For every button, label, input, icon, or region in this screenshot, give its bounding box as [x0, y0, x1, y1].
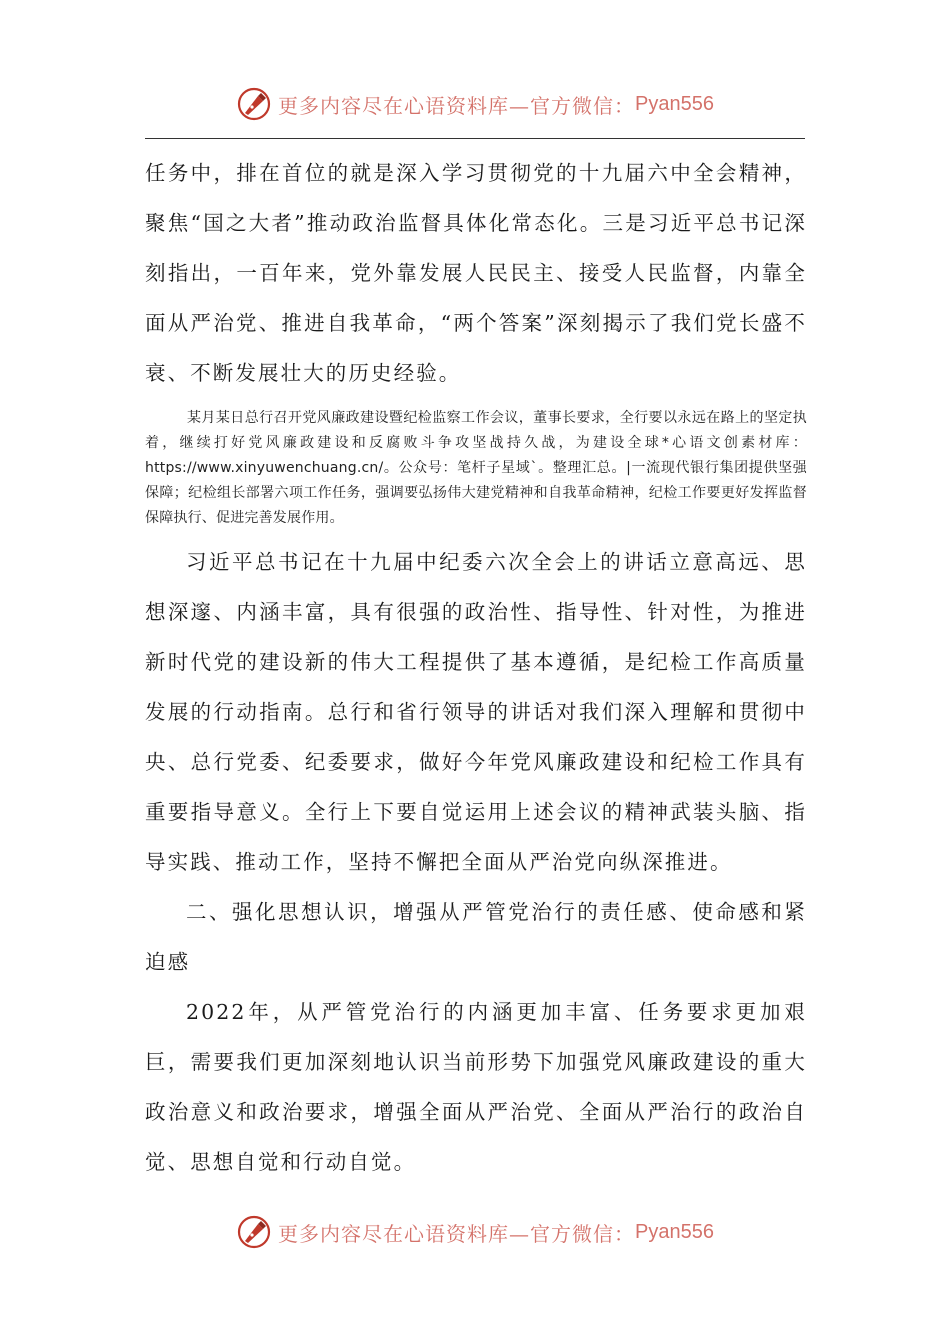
footer-banner-text: 更多内容尽在心语资料库—官方微信： — [278, 1221, 636, 1246]
footer-wechat-id: Pyan556 — [635, 1220, 714, 1243]
small-note-paragraph: 某月某日总行召开党风廉政建设暨纪检监察工作会议，董事长要求，全行要以永远在路上的坚定执着，继续打好党风廉政建设和反腐败斗争攻坚战持久战，为建设全球*心语文创素材库：https://www.xinyuwenchuang.cn/。公众号：笔杆子星域`。整理汇总。|一流现代银行集团提供坚强保障；纪检组长部署六项工作任务，强调要弘扬伟大建党精神和自我革命精神，纪检工作要更好发挥监督保障执行、促进完善发展作用。 — [145, 410, 807, 526]
header-banner — [0, 82, 950, 126]
pen-nib-logo-icon — [236, 86, 272, 122]
document-body — [145, 148, 807, 1187]
paragraph-1: 任务中，排在首位的就是深入学习贯彻党的十九届六中全会精神，聚焦“国之大者”推动政治监督具体化常态化。三是习近平总书记深刻指出，一百年来，党外靠发展人民民主、接受人民监督，内靠全面从严治党、推进自我革命，“两个答案”深刻揭示了我们党长盛不衰、不断发展壮大的历史经验。 — [145, 161, 807, 385]
header-wechat-id: Pyan556 — [635, 92, 714, 115]
pen-nib-logo-icon — [236, 1214, 272, 1250]
paragraph-3: 2022年，从严管党治行的内涵更加丰富、任务要求更加艰巨，需要我们更加深刻地认识当前形势下加强党风廉政建设的重大政治意义和政治要求，增强全面从严治党、全面从严治行的政治自觉、思想自觉和行动自觉。 — [145, 1000, 807, 1174]
header-divider — [145, 138, 805, 139]
paragraph-2: 习近平总书记在十九届中纪委六次全会上的讲话立意高远、思想深邃、内涵丰富，具有很强的政治性、指导性、针对性，为推进新时代党的建设新的伟大工程提供了基本遵循，是纪检工作高质量发展的行动指南。总行和省行领导的讲话对我们深入理解和贯彻中央、总行党委、纪委要求，做好今年党风廉政建设和纪检工作具有重要指导意义。全行上下要自觉运用上述会议的精神武装头脑、指导实践、推动工作，坚持不懈把全面从严治党向纵深推进。 — [145, 550, 807, 874]
header-banner-text: 更多内容尽在心语资料库—官方微信： — [278, 93, 636, 118]
footer-banner — [0, 1210, 950, 1254]
section-heading-2: 二、强化思想认识，增强从严管党治行的责任感、使命感和紧迫感 — [145, 900, 807, 974]
